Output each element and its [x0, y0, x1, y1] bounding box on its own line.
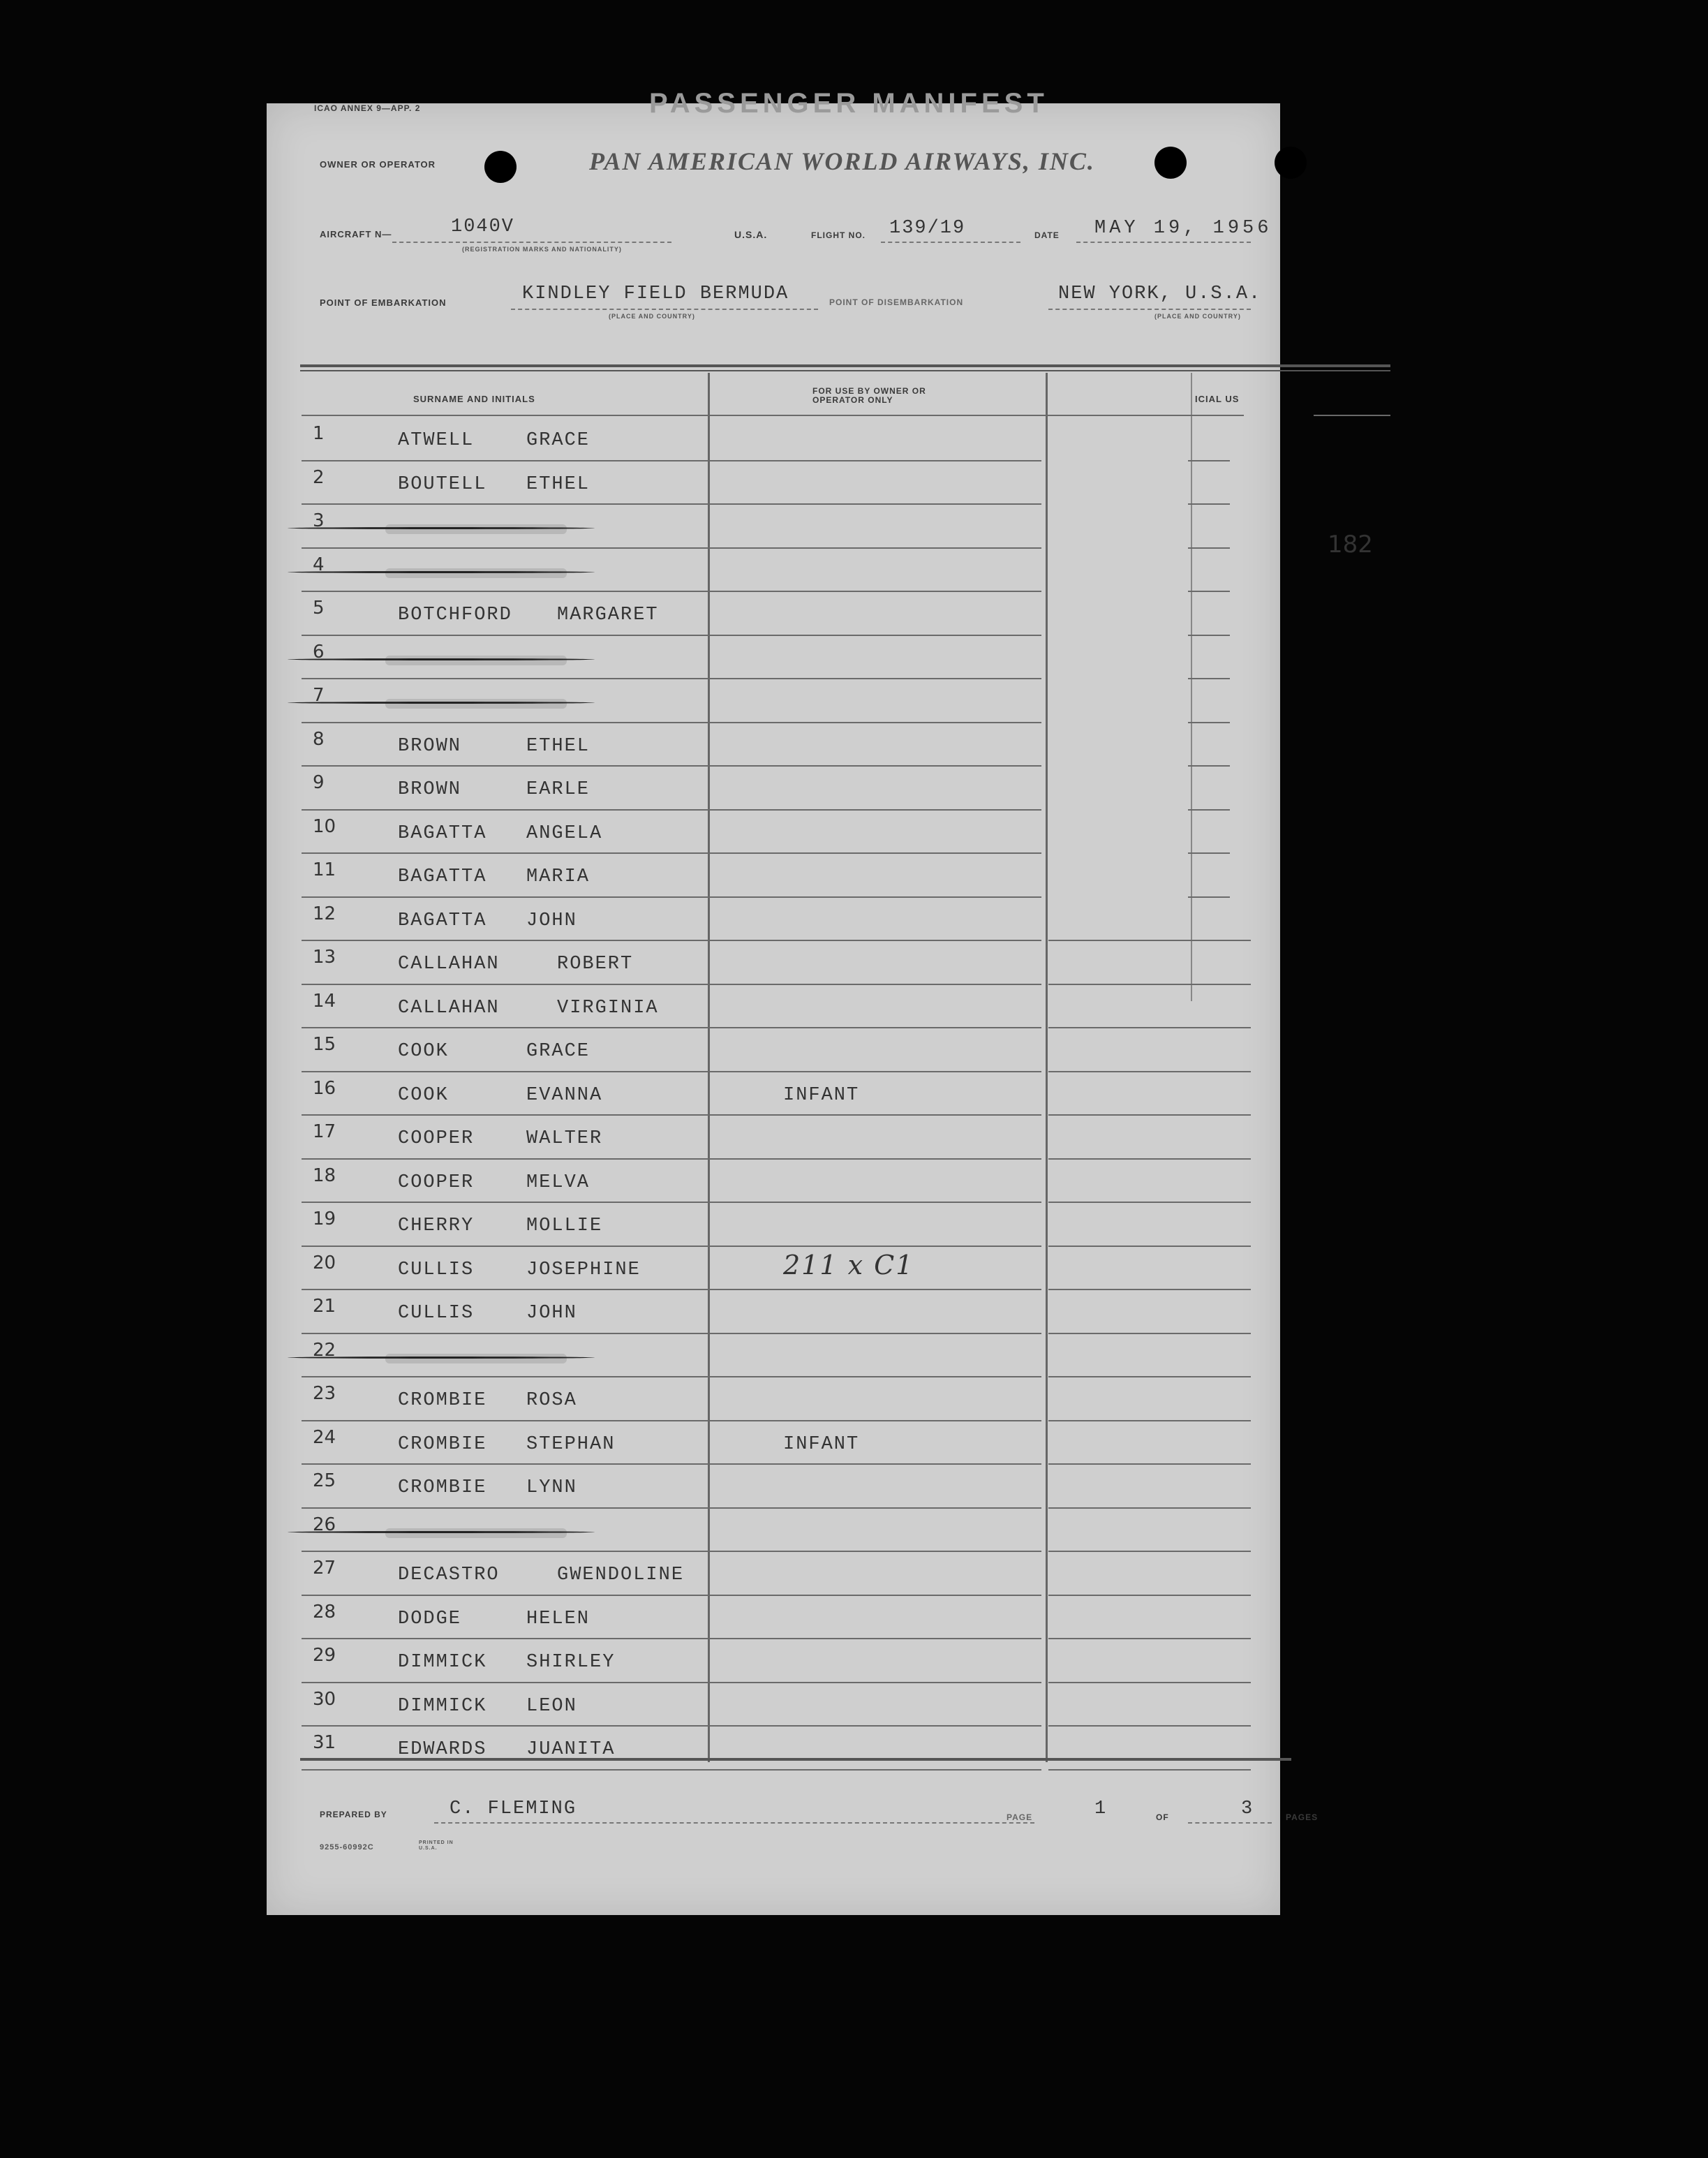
erased-entry	[385, 1528, 567, 1538]
passenger-surname: BAGATTA	[398, 910, 487, 931]
erased-entry	[385, 699, 567, 709]
passenger-surname: DECASTRO	[398, 1565, 500, 1586]
row-rule	[302, 1202, 1041, 1203]
passenger-given-name: JOHN	[526, 1303, 577, 1324]
col-official-use-header: ICIAL US	[1195, 394, 1240, 404]
row-number: 31	[313, 1732, 336, 1753]
row-rule	[302, 591, 1041, 592]
row-rule	[302, 1071, 1041, 1072]
passenger-given-name: ANGELA	[526, 822, 603, 844]
date-value: MAY 19, 1956	[1094, 218, 1272, 239]
form-number: 9255-60992C	[320, 1843, 374, 1852]
row-number: 9	[313, 772, 325, 793]
passenger-surname: CHERRY	[398, 1215, 475, 1236]
aircraft-number: 1040V	[451, 216, 515, 237]
row-rule	[1048, 984, 1251, 985]
punch-hole	[1154, 147, 1187, 179]
row-number: 11	[313, 859, 336, 880]
row-rule	[302, 896, 1041, 898]
row-number: 27	[313, 1558, 336, 1579]
passenger-surname: ATWELL	[398, 430, 475, 451]
passenger-given-name: LEON	[526, 1695, 577, 1717]
row-rule	[302, 1246, 1041, 1247]
of-label: OF	[1156, 1812, 1169, 1822]
row-rule	[302, 1682, 1041, 1683]
row-rule	[1188, 591, 1230, 592]
owner-use-note: INFANT	[783, 1433, 860, 1455]
row-rule	[1048, 1027, 1251, 1028]
row-rule	[1048, 1682, 1251, 1683]
owner-label: OWNER OR OPERATOR	[320, 159, 436, 170]
page-value: 1	[1094, 1798, 1108, 1819]
row-rule	[302, 1376, 1041, 1377]
row-rule	[1048, 1769, 1251, 1771]
passenger-given-name: ROBERT	[557, 954, 634, 975]
flight-label: FLIGHT NO.	[811, 230, 866, 240]
place-note-2: (PLACE AND COUNTRY)	[1154, 313, 1241, 320]
row-rule	[1188, 635, 1230, 636]
passenger-surname: BOTCHFORD	[398, 605, 512, 626]
of-value: 3	[1241, 1798, 1254, 1819]
strikethrough-line	[288, 571, 595, 573]
row-number: 16	[313, 1077, 336, 1099]
passenger-given-name: EARLE	[526, 779, 591, 800]
row-number: 10	[313, 815, 336, 837]
passenger-given-name: ROSA	[526, 1390, 577, 1411]
row-rule	[302, 765, 1041, 767]
owner-use-note: 211 x C1	[783, 1249, 914, 1280]
passenger-given-name: HELEN	[526, 1608, 591, 1629]
row-rule	[302, 1114, 1041, 1116]
row-number: 8	[313, 728, 325, 750]
passenger-surname: CALLAHAN	[398, 997, 500, 1019]
row-rule	[302, 1333, 1041, 1334]
row-rule	[302, 1725, 1041, 1727]
row-rule	[1048, 1246, 1251, 1247]
row-number: 28	[313, 1601, 336, 1623]
passenger-surname: BOUTELL	[398, 473, 487, 495]
row-rule	[302, 1027, 1041, 1028]
passenger-given-name: EVANNA	[526, 1084, 603, 1106]
row-rule	[302, 1289, 1041, 1290]
row-number: 30	[313, 1688, 336, 1710]
passenger-surname: COOPER	[398, 1128, 475, 1149]
date-label: DATE	[1034, 230, 1060, 240]
margin-number: 182	[1328, 531, 1373, 559]
erased-entry	[385, 524, 567, 534]
row-rule	[1048, 1420, 1251, 1421]
passenger-surname: BAGATTA	[398, 866, 487, 887]
erased-entry	[385, 656, 567, 665]
passenger-surname: DIMMICK	[398, 1695, 487, 1717]
passenger-given-name: SHIRLEY	[526, 1652, 616, 1673]
row-rule	[1188, 765, 1230, 767]
row-rule	[1048, 1289, 1251, 1290]
row-rule	[302, 1507, 1041, 1509]
row-rule	[1048, 1463, 1251, 1465]
row-rule	[302, 1595, 1041, 1596]
passenger-surname: CULLIS	[398, 1259, 475, 1280]
row-number: 6	[313, 641, 325, 663]
row-number: 15	[313, 1034, 336, 1055]
aircraft-label: AIRCRAFT N—	[320, 229, 392, 239]
row-number: 7	[313, 685, 325, 706]
strikethrough-line	[288, 1531, 595, 1533]
row-rule	[302, 852, 1041, 854]
row-number: 3	[313, 510, 325, 531]
row-number: 29	[313, 1645, 336, 1666]
passenger-given-name: JUANITA	[526, 1739, 616, 1760]
row-rule	[1048, 1638, 1251, 1639]
row-rule	[302, 1420, 1041, 1421]
row-rule	[1048, 1202, 1251, 1203]
passenger-surname: BROWN	[398, 779, 462, 800]
passenger-surname: BROWN	[398, 735, 462, 757]
row-rule	[1188, 896, 1230, 898]
row-number: 4	[313, 554, 325, 575]
passenger-given-name: MARIA	[526, 866, 591, 887]
passenger-given-name: GRACE	[526, 1041, 591, 1062]
passenger-surname: CROMBIE	[398, 1477, 487, 1498]
prepared-value: C. FLEMING	[450, 1798, 577, 1819]
row-rule	[302, 1158, 1041, 1160]
row-number: 12	[313, 903, 336, 924]
row-rule	[1048, 1551, 1251, 1552]
passenger-given-name: GRACE	[526, 430, 591, 451]
strikethrough-line	[288, 658, 595, 660]
row-rule	[1188, 809, 1230, 811]
row-rule	[1188, 678, 1230, 679]
strikethrough-line	[288, 527, 595, 529]
passenger-surname: CULLIS	[398, 1303, 475, 1324]
row-rule	[1048, 1114, 1251, 1116]
erased-entry	[385, 568, 567, 578]
passenger-surname: CALLAHAN	[398, 954, 500, 975]
row-rule	[1188, 722, 1230, 723]
manifest-sheet	[267, 88, 1373, 1915]
row-rule	[302, 722, 1041, 723]
row-rule	[302, 1638, 1041, 1639]
passenger-surname: CROMBIE	[398, 1433, 487, 1455]
pages-label: PAGES	[1286, 1812, 1319, 1822]
row-rule	[1048, 1507, 1251, 1509]
manifest-title: PASSENGER MANIFEST	[649, 88, 1048, 119]
passenger-surname: BAGATTA	[398, 822, 487, 844]
col-surname-header: SURNAME AND INITIALS	[413, 394, 535, 404]
erased-entry	[385, 1354, 567, 1363]
passenger-surname: EDWARDS	[398, 1739, 487, 1760]
passenger-given-name: ETHEL	[526, 473, 591, 495]
row-rule	[1048, 1595, 1251, 1596]
row-number: 24	[313, 1426, 336, 1448]
row-number: 22	[313, 1339, 336, 1361]
row-number: 13	[313, 947, 336, 968]
passenger-given-name: MELVA	[526, 1172, 591, 1193]
passenger-given-name: JOSEPHINE	[526, 1259, 641, 1280]
row-rule	[1048, 1333, 1251, 1334]
row-number: 21	[313, 1296, 336, 1317]
row-rule	[302, 678, 1041, 679]
row-number: 5	[313, 598, 325, 619]
row-rule	[302, 635, 1041, 636]
row-rule	[1048, 1071, 1251, 1072]
passenger-given-name: LYNN	[526, 1477, 577, 1498]
row-rule	[302, 809, 1041, 811]
row-rule	[1188, 503, 1230, 505]
row-number: 18	[313, 1165, 336, 1186]
registration-note: (REGISTRATION MARKS AND NATIONALITY)	[462, 246, 622, 253]
passenger-given-name: STEPHAN	[526, 1433, 616, 1455]
row-rule	[1048, 1158, 1251, 1160]
passenger-surname: DIMMICK	[398, 1652, 487, 1673]
punch-hole	[1275, 147, 1307, 179]
prepared-label: PREPARED BY	[320, 1810, 387, 1819]
embark-value: KINDLEY FIELD BERMUDA	[522, 283, 789, 304]
row-number: 2	[313, 466, 325, 488]
passenger-given-name: ETHEL	[526, 735, 591, 757]
passenger-surname: COOK	[398, 1084, 449, 1106]
strikethrough-line	[288, 702, 595, 704]
row-number: 14	[313, 990, 336, 1012]
row-number: 20	[313, 1252, 336, 1273]
row-rule	[1048, 940, 1251, 941]
passenger-surname: CROMBIE	[398, 1390, 487, 1411]
row-rule	[302, 1463, 1041, 1465]
passenger-surname: COOK	[398, 1041, 449, 1062]
col-owner-use-header: FOR USE BY OWNER OR OPERATOR ONLY	[812, 386, 926, 405]
flight-number: 139/19	[889, 218, 966, 239]
owner-use-note: INFANT	[783, 1084, 860, 1106]
row-rule	[1188, 547, 1230, 549]
row-rule	[1188, 852, 1230, 854]
airline-name: PAN AMERICAN WORLD AIRWAYS, INC.	[589, 147, 1095, 175]
place-note: (PLACE AND COUNTRY)	[609, 313, 695, 320]
printed-in: PRINTED IN U.S.A.	[419, 1840, 454, 1851]
disembark-value: NEW YORK, U.S.A.	[1058, 283, 1262, 304]
row-rule	[1048, 1725, 1251, 1727]
row-rule	[302, 940, 1041, 941]
row-rule	[302, 503, 1041, 505]
usa-label: U.S.A.	[734, 229, 768, 240]
annex-label: ICAO ANNEX 9—APP. 2	[314, 103, 421, 113]
row-rule	[302, 460, 1041, 461]
disembark-label: POINT OF DISEMBARKATION	[829, 297, 964, 307]
row-number: 26	[313, 1514, 336, 1535]
row-rule	[302, 547, 1041, 549]
passenger-given-name: VIRGINIA	[557, 997, 659, 1019]
row-rule	[1188, 460, 1230, 461]
passenger-given-name: MOLLIE	[526, 1215, 603, 1236]
punch-hole	[484, 151, 517, 183]
row-number: 25	[313, 1470, 336, 1491]
row-rule	[1048, 1376, 1251, 1377]
embark-label: POINT OF EMBARKATION	[320, 297, 447, 308]
page-label: PAGE	[1007, 1812, 1033, 1822]
row-number: 1	[313, 423, 325, 444]
strikethrough-line	[288, 1357, 595, 1359]
row-number: 19	[313, 1209, 336, 1229]
passenger-given-name: GWENDOLINE	[557, 1565, 685, 1586]
passenger-given-name: MARGARET	[557, 605, 659, 626]
passenger-surname: COOPER	[398, 1172, 475, 1193]
passenger-surname: DODGE	[398, 1608, 462, 1629]
row-number: 23	[313, 1383, 336, 1404]
row-rule	[302, 1551, 1041, 1552]
row-rule	[302, 1769, 1041, 1771]
passenger-given-name: WALTER	[526, 1128, 603, 1149]
passenger-given-name: JOHN	[526, 910, 577, 931]
row-number: 17	[313, 1121, 336, 1142]
row-rule	[302, 984, 1041, 985]
